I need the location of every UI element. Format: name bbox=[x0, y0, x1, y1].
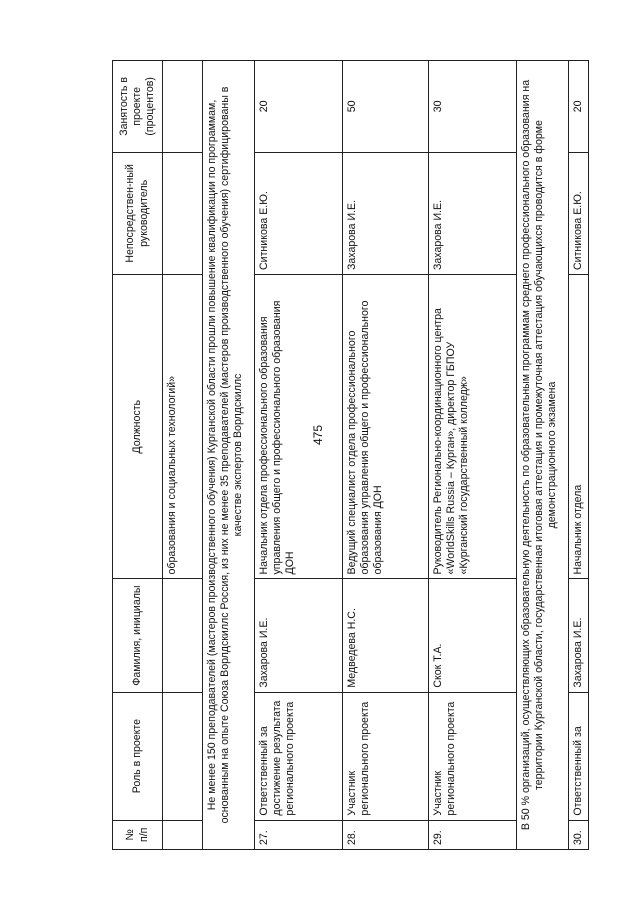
row-role: Участник регионального проекта bbox=[343, 692, 429, 820]
row-supervisor: Захарова И.Е. bbox=[429, 152, 517, 274]
row-role: Участник регионального проекта bbox=[429, 692, 517, 820]
project-roles-table bbox=[112, 60, 589, 850]
row-role: Ответственный за bbox=[569, 692, 589, 820]
row-position: Ведущий специалист отдела профессионального образования управления общего и профессионального образования ДОН bbox=[343, 274, 429, 579]
table-row bbox=[255, 61, 343, 850]
row-num: 27. bbox=[255, 820, 343, 849]
row-occupancy: 30 bbox=[429, 61, 517, 153]
header-position: Должность bbox=[113, 274, 163, 579]
row-supervisor: Захарова И.Е. bbox=[343, 152, 429, 274]
row-position: Начальник отдела bbox=[569, 274, 589, 579]
table-row bbox=[569, 61, 589, 850]
rotated-table-container bbox=[112, 60, 587, 850]
row-position: Руководитель Регионально-координационного центра «WorldSkills Russia – Курган», директор ГБПОУ «Курганский государственный колледж» bbox=[429, 274, 517, 579]
section-row bbox=[517, 61, 569, 850]
row-supervisor: Ситникова Е.Ю. bbox=[569, 152, 589, 274]
section-heading-2: В 50 % организаций, осуществляющих образовательную деятельность по образовательным программам среднего профессионального образования на территории Курганской области, государственная итоговая аттестация и промежуточная аттестация обучающихся проводится в форме демонстрационного экзамена bbox=[517, 61, 569, 850]
section-heading-1: Не менее 150 преподавателей (мастеров производственного обучения) Курганской области прошли повышение квалификации по программам, основанным на опыте Союза Ворлдскиллс Россия, из них не менее 35 преподавателей (мастеров производственного обучения) сертифицированы в качестве экспертов Ворлдскиллс bbox=[203, 61, 255, 850]
header-supervisor: Непосредствен-ный руководитель bbox=[113, 152, 163, 274]
table-row bbox=[163, 61, 203, 850]
page-number: 475 bbox=[311, 424, 325, 445]
row-name: Скок Т.А. bbox=[429, 579, 517, 692]
header-num: № п/п bbox=[113, 820, 163, 849]
row-num: 28. bbox=[343, 820, 429, 849]
header-occupancy: Занятость в проекте (процентов) bbox=[113, 61, 163, 153]
continuation-position: образования и социальных технологий» bbox=[163, 274, 203, 579]
table-header-row bbox=[113, 61, 163, 850]
header-name: Фамилия, инициалы bbox=[113, 579, 163, 692]
row-supervisor: Ситникова Е.Ю. bbox=[255, 152, 343, 274]
row-name: Захарова И.Е. bbox=[569, 579, 589, 692]
row-occupancy: 20 bbox=[255, 61, 343, 153]
row-position: Начальник отдела профессионального образования управления общего и профессионального образования ДОН bbox=[255, 274, 343, 579]
row-name: Медведева Н.С. bbox=[343, 579, 429, 692]
row-name: Захарова И.Е. bbox=[255, 579, 343, 692]
row-role: Ответственный за достижение результата регионального проекта bbox=[255, 692, 343, 820]
table-row bbox=[429, 61, 517, 850]
row-num: 29. bbox=[429, 820, 517, 849]
section-row bbox=[203, 61, 255, 850]
row-occupancy: 50 bbox=[343, 61, 429, 153]
row-num: 30. bbox=[569, 820, 589, 849]
table-row bbox=[343, 61, 429, 850]
row-occupancy: 20 bbox=[569, 61, 589, 153]
header-role: Роль в проекте bbox=[113, 692, 163, 820]
